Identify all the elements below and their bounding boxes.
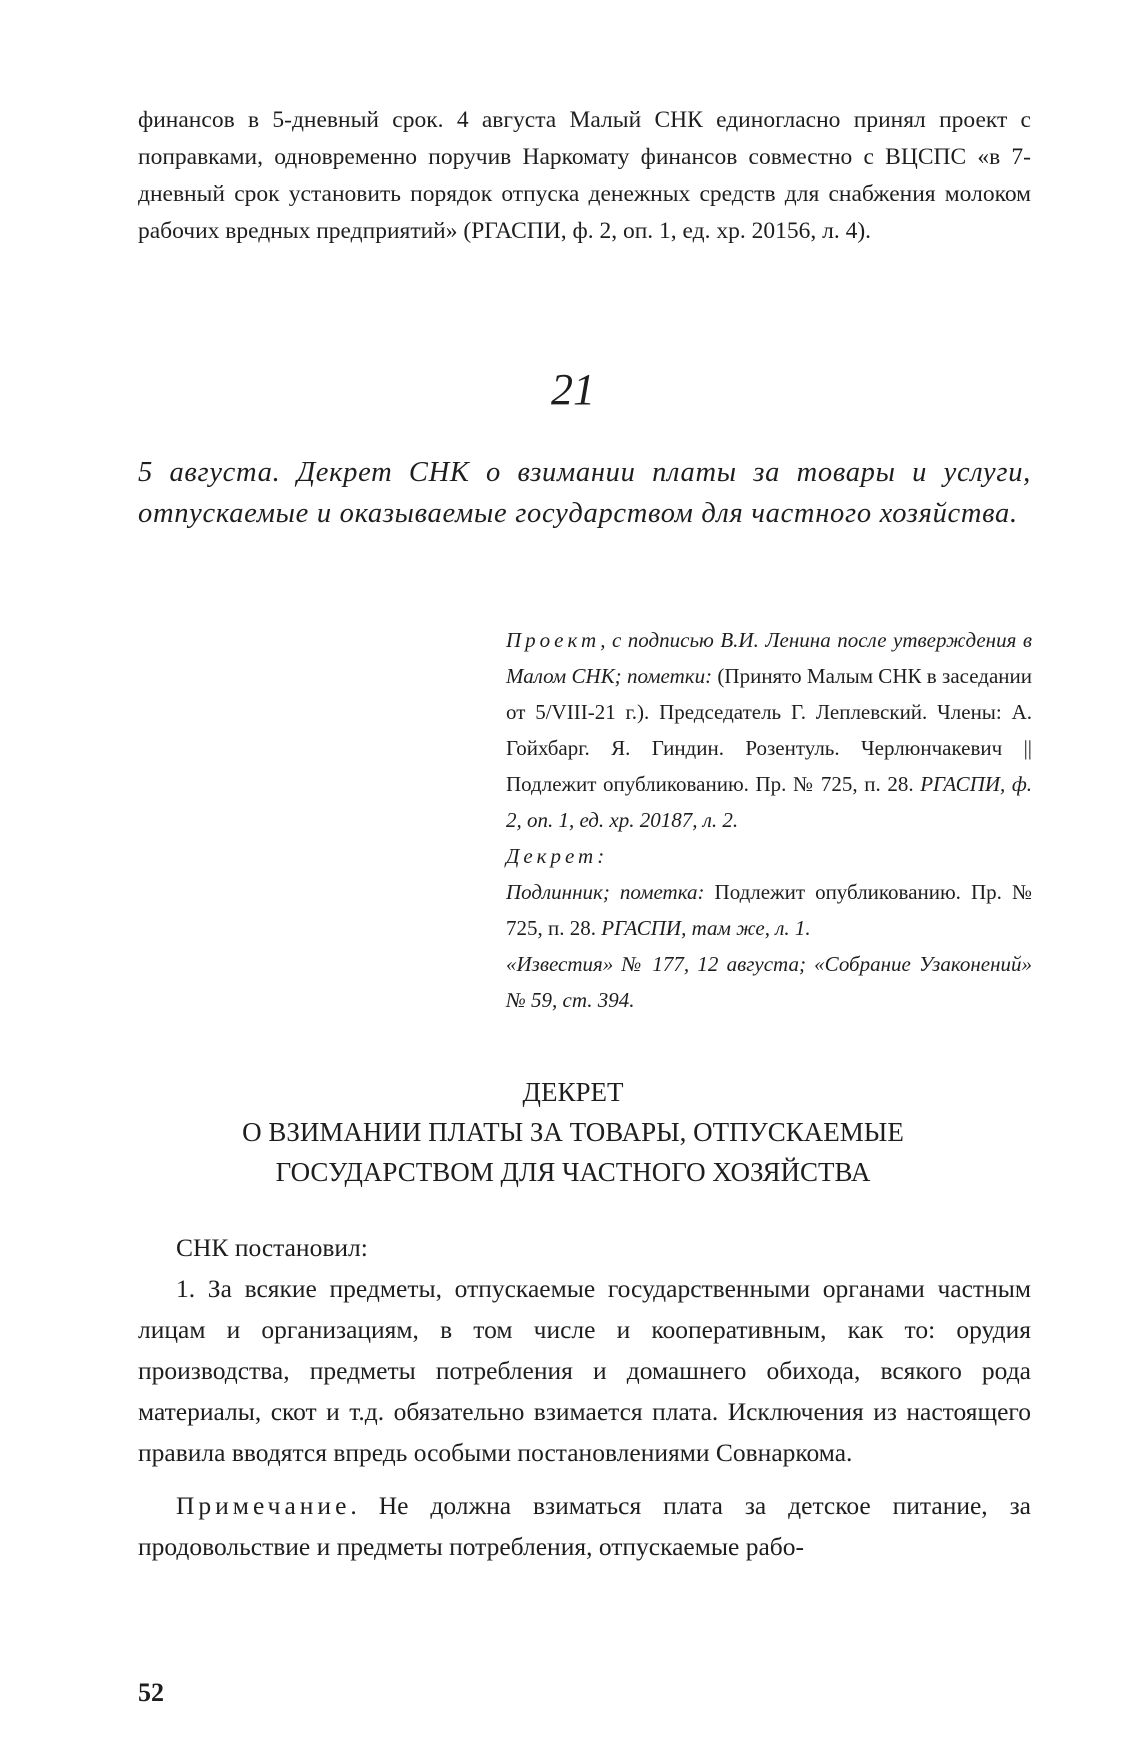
decree-note	[138, 1485, 1031, 1567]
document-heading: 5 августа. Декрет СНК о взимании платы за товары и услуги, отпускаемые и оказываемые государством для частного хозяйства.	[138, 457, 1031, 529]
note-text: . Не должна взиматься плата за детское питание, за продовольствие и предметы потребления, отпускаемые рабо-	[138, 1491, 1031, 1561]
continuation-paragraph: финансов в 5-дневный срок. 4 августа Малый СНК единогласно принял проект с поправками, одновременно поручив Наркомату финансов совместно с ВЦСПС «в 7-дневный срок установить порядок отпуска денежных средств для снабжения молоком рабочих вредных предприятий» (РГАСПИ, ф. 2, оп. 1, ед. хр. 20156, л. 4).	[138, 107, 1031, 244]
decree-paragraph-1: 1. За всякие предметы, отпускаемые государственными органами частным лицам и организациям, в том числе и кооперативным, как то: орудия производства, предметы потребления и домашнего обихода, всякого рода материалы, скот и т.д. обязательно взимается плата. Исключения из настоящего правила вводятся впредь особыми постановлениями Совнаркома.	[138, 1274, 1031, 1467]
decree-intro	[138, 1227, 1031, 1268]
page-number: 52	[138, 1678, 164, 1707]
original-archive-rest: , там же, л. 1.	[681, 916, 811, 940]
decree-title-line-3: ГОСУДАРСТВОМ ДЛЯ ЧАСТНОГО ХОЗЯЙСТВА	[275, 1157, 871, 1187]
note-label: Примечание	[176, 1491, 351, 1520]
original-archive-name: РГАСПИ	[601, 916, 682, 940]
decree-label: Декрет:	[506, 844, 609, 868]
project-label: Проект	[506, 628, 601, 652]
archival-source-block	[506, 622, 1032, 1018]
source-original	[506, 874, 1032, 946]
decree-title-line-2: О ВЗИМАНИИ ПЛАТЫ ЗА ТОВАРЫ, ОТПУСКАЕМЫЕ	[242, 1117, 904, 1147]
project-text: , с подписью В.И. Ленина после утверждения в Малом СНК; пометки:	[506, 628, 1032, 688]
source-publications: «Известия» № 177, 12 августа; «Собрание Узаконений» № 59, ст. 394.	[506, 952, 1032, 1012]
decree-title-line-1: ДЕКРЕТ	[522, 1077, 624, 1107]
source-project	[506, 622, 1032, 838]
project-archive: РГАСПИ, ф. 2, оп. 1, ед. хр. 20187, л. 2.	[506, 772, 1033, 832]
decree-title	[0, 1072, 1146, 1192]
intro-snk: СНК	[176, 1233, 229, 1262]
intro-rest: постановил:	[228, 1233, 368, 1262]
original-note: Подлежит опубликованию. Пр. № 725, п. 28.	[506, 880, 1032, 940]
original-label: Подлинник; пометка:	[506, 880, 705, 904]
document-number: 21	[551, 365, 595, 414]
decree-body	[138, 1227, 1031, 1567]
project-note: (Принято Малым СНК в заседании от 5/VIII-21 г.). Председатель Г. Леплевский. Члены: А. Гойхбарг. Я. Гиндин. Розентуль. Черлюнчакевич || Подлежит опубликованию. Пр. № 725, п. 28.	[506, 664, 1033, 796]
source-decree	[506, 838, 1032, 874]
